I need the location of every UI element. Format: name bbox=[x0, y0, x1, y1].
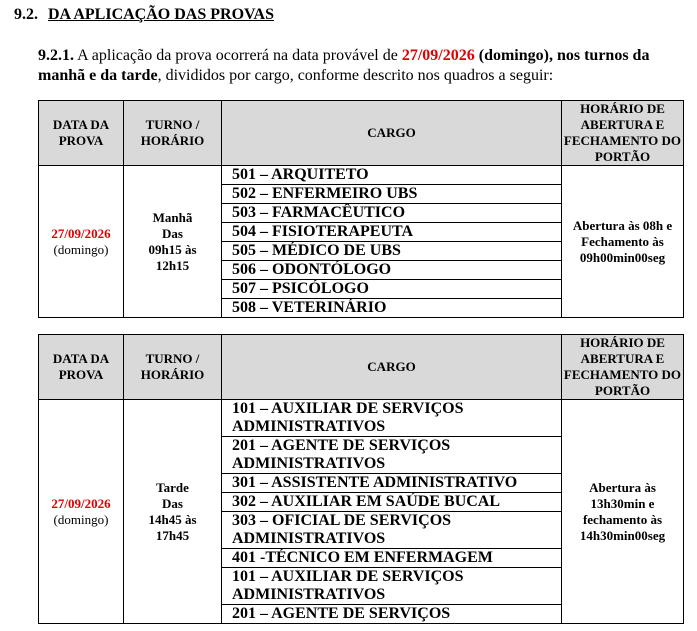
intro-paragraph bbox=[38, 46, 688, 86]
section-number: 9.2. bbox=[14, 6, 38, 23]
cargo-item: 302 – AUXILIAR EM SAÚDE BUCAL bbox=[222, 493, 561, 512]
header-gate: HORÁRIO DE ABERTURA E FECHAMENTO DO PORTÃO bbox=[562, 335, 684, 400]
shift-time: Das 09h15 às 12h15 bbox=[148, 225, 197, 273]
schedule-table-morning bbox=[38, 100, 684, 318]
paragraph-number: 9.2.1. bbox=[38, 47, 74, 64]
cargo-list bbox=[222, 400, 561, 623]
cargo-item: 505 – MÉDICO DE UBS bbox=[222, 242, 561, 261]
cargo-cell bbox=[222, 400, 562, 624]
gate-cell bbox=[562, 400, 684, 624]
cargo-item: 508 – VETERINÁRIO bbox=[232, 299, 387, 316]
header-cargo: CARGO bbox=[222, 101, 562, 166]
exam-date: 27/09/2026 bbox=[51, 495, 111, 511]
exam-date-cell bbox=[39, 400, 124, 624]
section-title: DA APLICAÇÃO DAS PROVAS bbox=[48, 6, 274, 23]
cargo-list bbox=[222, 166, 561, 317]
gate-text: Abertura às 13h30min e fechamento às 14h30min00seg bbox=[579, 479, 666, 543]
cargo-item: 502 – ENFERMEIRO UBS bbox=[222, 185, 561, 204]
exam-date: 27/09/2026 bbox=[51, 225, 111, 241]
schedule-table-afternoon bbox=[38, 334, 684, 624]
shift-cell bbox=[124, 400, 222, 624]
cargo-item: 504 – FISIOTERAPEUTA bbox=[222, 223, 561, 242]
header-cargo: CARGO bbox=[222, 335, 562, 400]
exam-weekday: (domingo) bbox=[53, 241, 109, 257]
header-date: DATA DA PROVA bbox=[39, 101, 124, 166]
gate-cell bbox=[562, 166, 684, 318]
paragraph-text-before: A aplicação da prova ocorrerá na data provável de bbox=[77, 47, 402, 64]
cargo-item: 401 -TÉCNICO EM ENFERMAGEM bbox=[222, 549, 561, 568]
paragraph-date: 27/09/2026 bbox=[401, 47, 475, 64]
cargo-item: 506 – ODONTÓLOGO bbox=[222, 261, 561, 280]
header-gate: HORÁRIO DE ABERTURA E FECHAMENTO DO PORTÃO bbox=[562, 101, 684, 166]
gate-text: Abertura às 08h e Fechamento às 09h00min00seg bbox=[572, 217, 673, 265]
header-shift: TURNO / HORÁRIO bbox=[124, 101, 222, 166]
paragraph-day-shifts: (domingo), nos turnos da manhã e da tarde bbox=[38, 47, 650, 84]
cargo-item: 301 – ASSISTENTE ADMINISTRATIVO bbox=[222, 474, 561, 493]
exam-weekday: (domingo) bbox=[53, 511, 109, 527]
cargo-item: 101 – AUXILIAR DE SERVIÇOS ADMINISTRATIVOS bbox=[222, 400, 561, 437]
cargo-item: 303 – OFICIAL DE SERVIÇOS ADMINISTRATIVOS bbox=[222, 512, 561, 549]
header-date: DATA DA PROVA bbox=[39, 335, 124, 400]
shift-time: Das 14h45 às 17h45 bbox=[148, 495, 197, 543]
shift-name: Manhã bbox=[152, 209, 193, 225]
header-shift: TURNO / HORÁRIO bbox=[124, 335, 222, 400]
shift-name: Tarde bbox=[156, 479, 189, 495]
section-heading bbox=[14, 6, 274, 24]
shift-cell bbox=[124, 166, 222, 318]
cargo-cell bbox=[222, 166, 562, 318]
cargo-item: 503 – FARMACÊUTICO bbox=[222, 204, 561, 223]
cargo-item: 201 – AGENTE DE SERVIÇOS bbox=[232, 605, 451, 622]
exam-date-cell bbox=[39, 166, 124, 318]
paragraph-text-after: , divididos por cargo, conforme descrito nos quadros a seguir: bbox=[157, 67, 554, 84]
cargo-item: 201 – AGENTE DE SERVIÇOS ADMINISTRATIVOS bbox=[222, 437, 561, 474]
cargo-item: 501 – ARQUITETO bbox=[222, 166, 561, 185]
cargo-item: 507 – PSICÓLOGO bbox=[222, 280, 561, 299]
cargo-item: 101 – AUXILIAR DE SERVIÇOS ADMINISTRATIVOS bbox=[222, 568, 561, 605]
